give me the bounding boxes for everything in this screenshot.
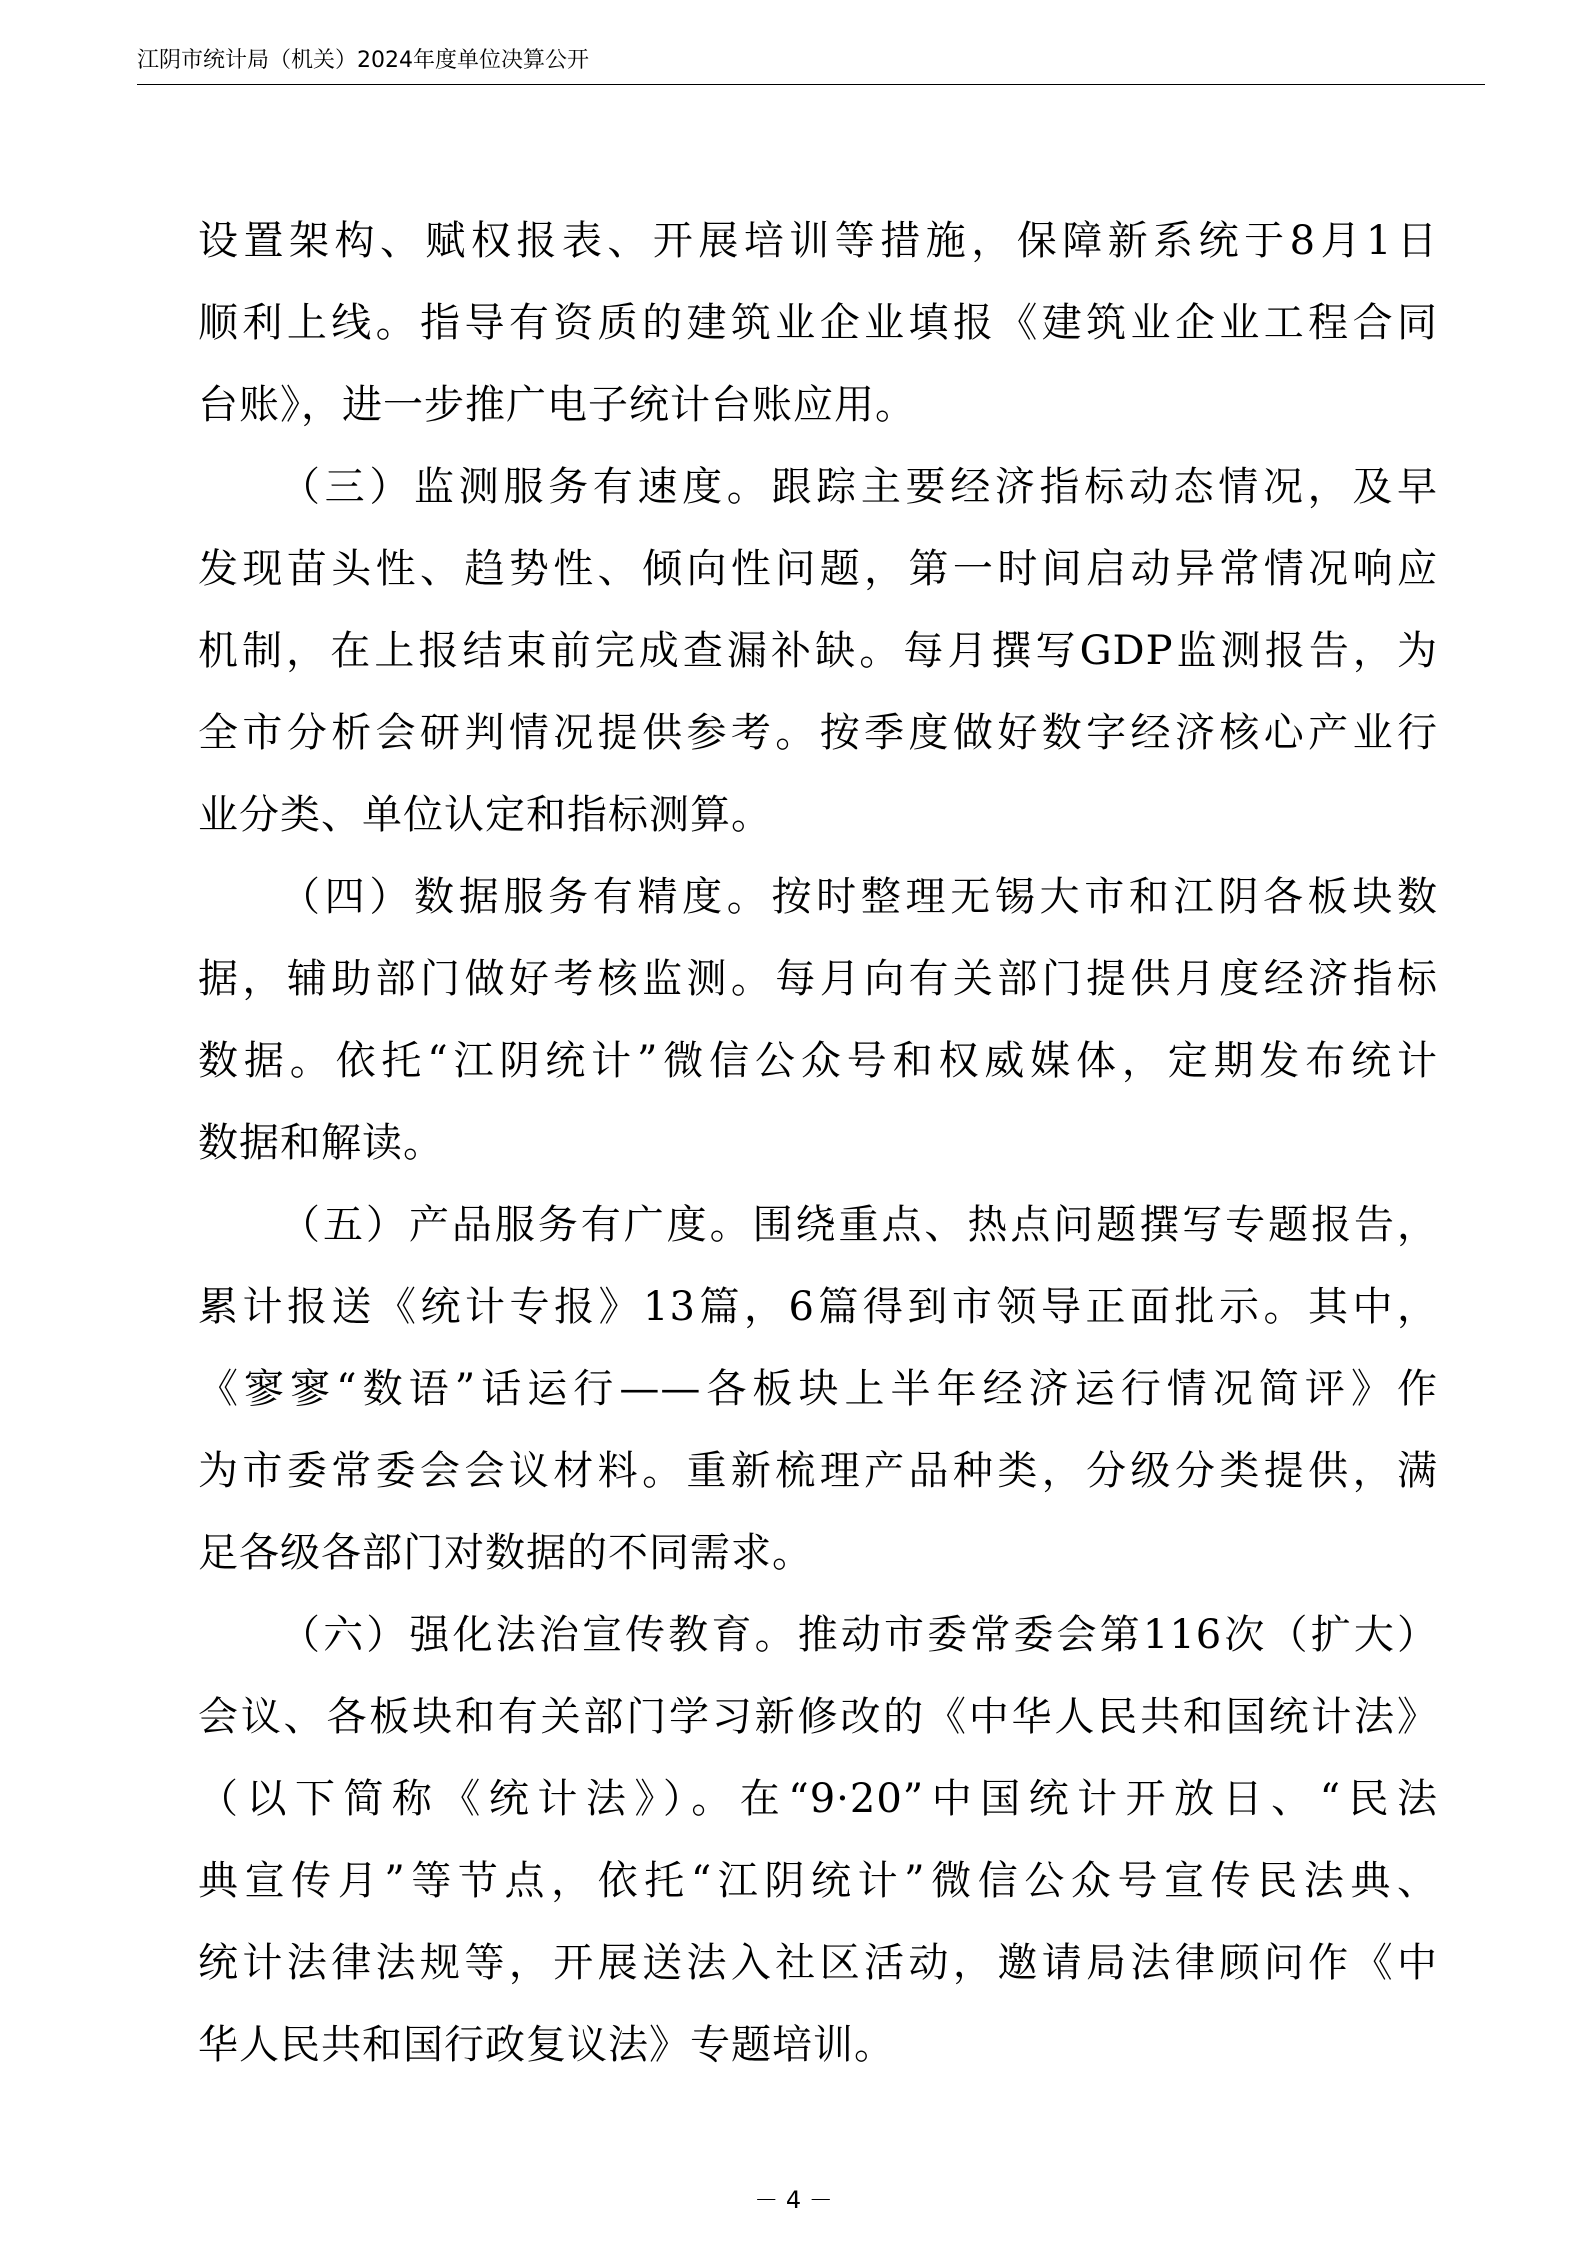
section-heading-line: （五）产品服务有广度。围绕重点、热点问题撰写专题报告，	[280, 1202, 1438, 1248]
text-line: 会议、各板块和有关部门学习新修改的《中华人民共和国统计法》	[198, 1694, 1438, 1740]
text-line: 顺利上线。指导有资质的建筑业企业填报《建筑业企业工程合同	[198, 300, 1438, 346]
section-heading-line: （四）数据服务有精度。按时整理无锡大市和江阴各板块数	[280, 874, 1438, 920]
header-title: 江阴市统计局（机关）2024年度单位决算公开	[137, 48, 589, 73]
text-line: 足各级各部门对数据的不同需求。	[198, 1530, 813, 1576]
text-line: 华人民共和国行政复议法》专题培训。	[198, 2022, 895, 2068]
section-heading-line: （三）监测服务有速度。跟踪主要经济指标动态情况，及早	[280, 464, 1438, 510]
text-line: 设置架构、赋权报表、开展培训等措施，保障新系统于8月1日	[198, 218, 1438, 264]
text-line: （以下简称《统计法》）。在“9·20”中国统计开放日、“民法	[198, 1776, 1438, 1822]
text-line: 数据和解读。	[198, 1120, 444, 1166]
text-line: 为市委常委会会议材料。重新梳理产品种类，分级分类提供，满	[198, 1448, 1438, 1494]
text-line: 业分类、单位认定和指标测算。	[198, 792, 772, 838]
section-heading-line: （六）强化法治宣传教育。推动市委常委会第116次（扩大）	[280, 1612, 1438, 1658]
text-line: 《寥寥“数语”话运行——各板块上半年经济运行情况简评》作	[198, 1366, 1438, 1412]
text-line: 发现苗头性、趋势性、倾向性问题，第一时间启动异常情况响应	[198, 546, 1438, 592]
text-line: 全市分析会研判情况提供参考。按季度做好数字经济核心产业行	[198, 710, 1438, 756]
text-line: 据，辅助部门做好考核监测。每月向有关部门提供月度经济指标	[198, 956, 1438, 1002]
text-line: 数据。依托“江阴统计”微信公众号和权威媒体，定期发布统计	[198, 1038, 1438, 1084]
page-header	[137, 38, 1485, 85]
text-line: 累计报送《统计专报》13篇，6篇得到市领导正面批示。其中，	[198, 1284, 1438, 1330]
document-body	[198, 200, 1438, 2086]
text-line: 统计法律法规等，开展送法入社区活动，邀请局法律顾问作《中	[198, 1940, 1438, 1986]
page-number: － 4 －	[754, 2186, 833, 2214]
text-line: 机制，在上报结束前完成查漏补缺。每月撰写GDP监测报告，为	[198, 628, 1438, 674]
text-line: 典宣传月”等节点，依托“江阴统计”微信公众号宣传民法典、	[198, 1858, 1438, 1904]
text-line: 台账》，进一步推广电子统计台账应用。	[198, 382, 916, 428]
